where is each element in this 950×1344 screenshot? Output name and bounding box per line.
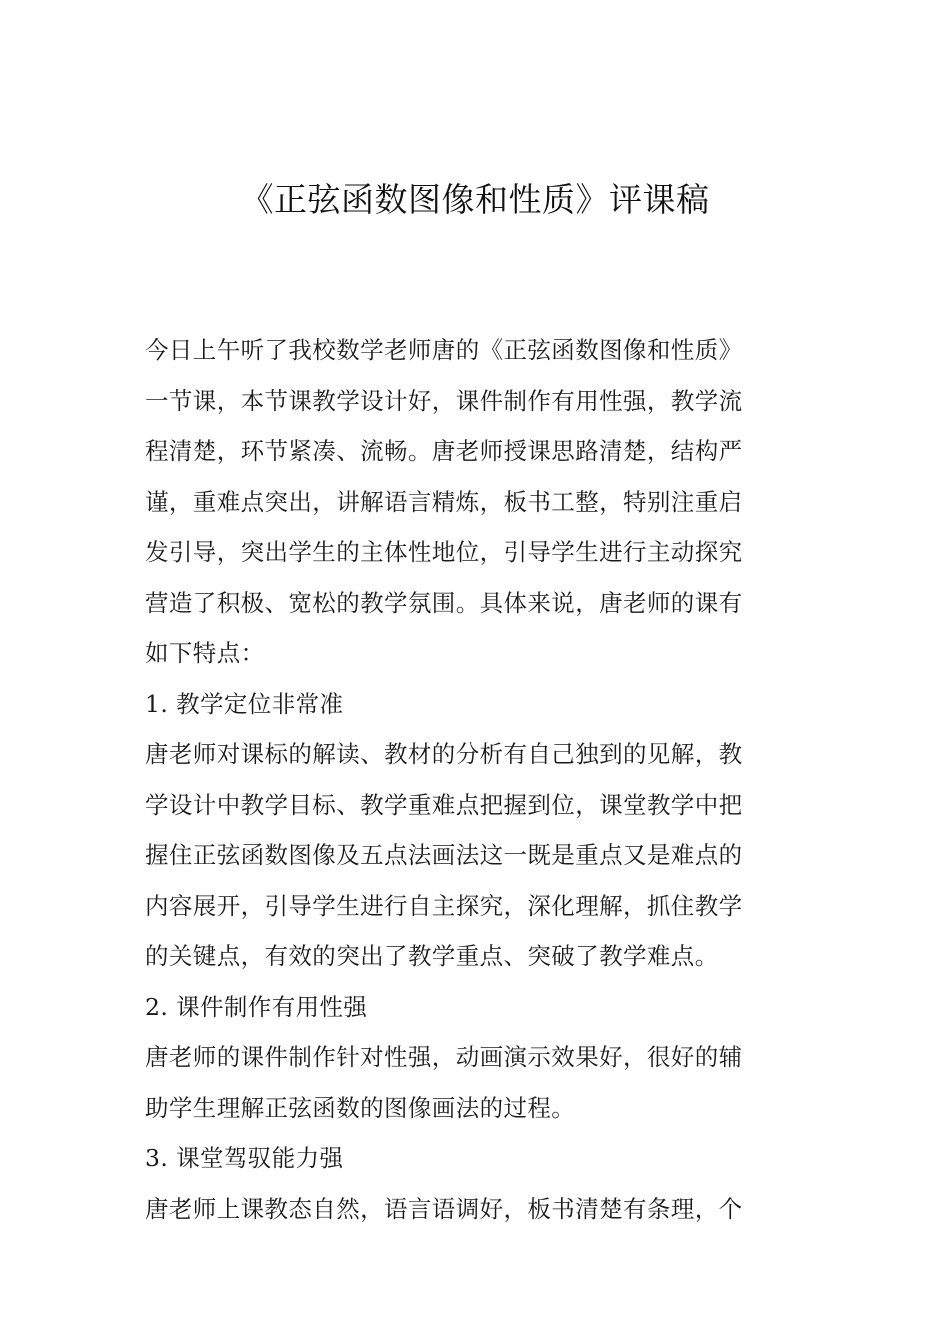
paragraph-line: 唐老师上课教态自然，语言语调好，板书清楚有条理，个 (145, 1194, 743, 1223)
paragraph-line: 程清楚，环节紧凑、流畅。唐老师授课思路清楚，结构严 (145, 437, 743, 465)
paragraph-line: 助学生理解正弦函数的图像画法的过程。 (145, 1093, 576, 1122)
paragraph-line: 谨，重难点突出，讲解语言精炼，板书工整，特别注重启 (145, 487, 743, 516)
paragraph-line: 如下特点： (145, 639, 265, 667)
document-title: 《正弦函数图像和性质》评课稿 (240, 180, 710, 219)
paragraph-line: 营造了积极、宽松的教学氛围。具体来说，唐老师的课有 (145, 588, 743, 617)
paragraph-line: 唐老师对课标的解读、教材的分析有自己独到的见解，教 (145, 740, 743, 768)
document-body (145, 325, 810, 1234)
paragraph-line: 唐老师的课件制作针对性强，动画演示效果好，很好的辅 (145, 1043, 743, 1071)
section-heading: 1. 教学定位非常准 (145, 689, 344, 718)
paragraph-line: 的关键点，有效的突出了教学重点、突破了教学难点。 (145, 942, 719, 970)
section-heading: 2. 课件制作有用性强 (145, 992, 368, 1021)
paragraph-line: 一节课，本节课教学设计好，课件制作有用性强，教学流 (145, 386, 743, 415)
paragraph-line: 发引导，突出学生的主体性地位，引导学生进行主动探究 (145, 538, 743, 566)
paragraph-line: 学设计中教学目标、教学重难点把握到位，课堂教学中把 (145, 790, 743, 819)
paragraph-line: 握住正弦函数图像及五点法画法这一既是重点又是难点的 (145, 841, 743, 869)
paragraph-line: 今日上午听了我校数学老师唐的《正弦函数图像和性质》 (145, 336, 743, 364)
section-heading: 3. 课堂驾驭能力强 (145, 1144, 344, 1172)
paragraph-line: 内容展开，引导学生进行自主探究，深化理解，抓住教学 (145, 891, 743, 920)
